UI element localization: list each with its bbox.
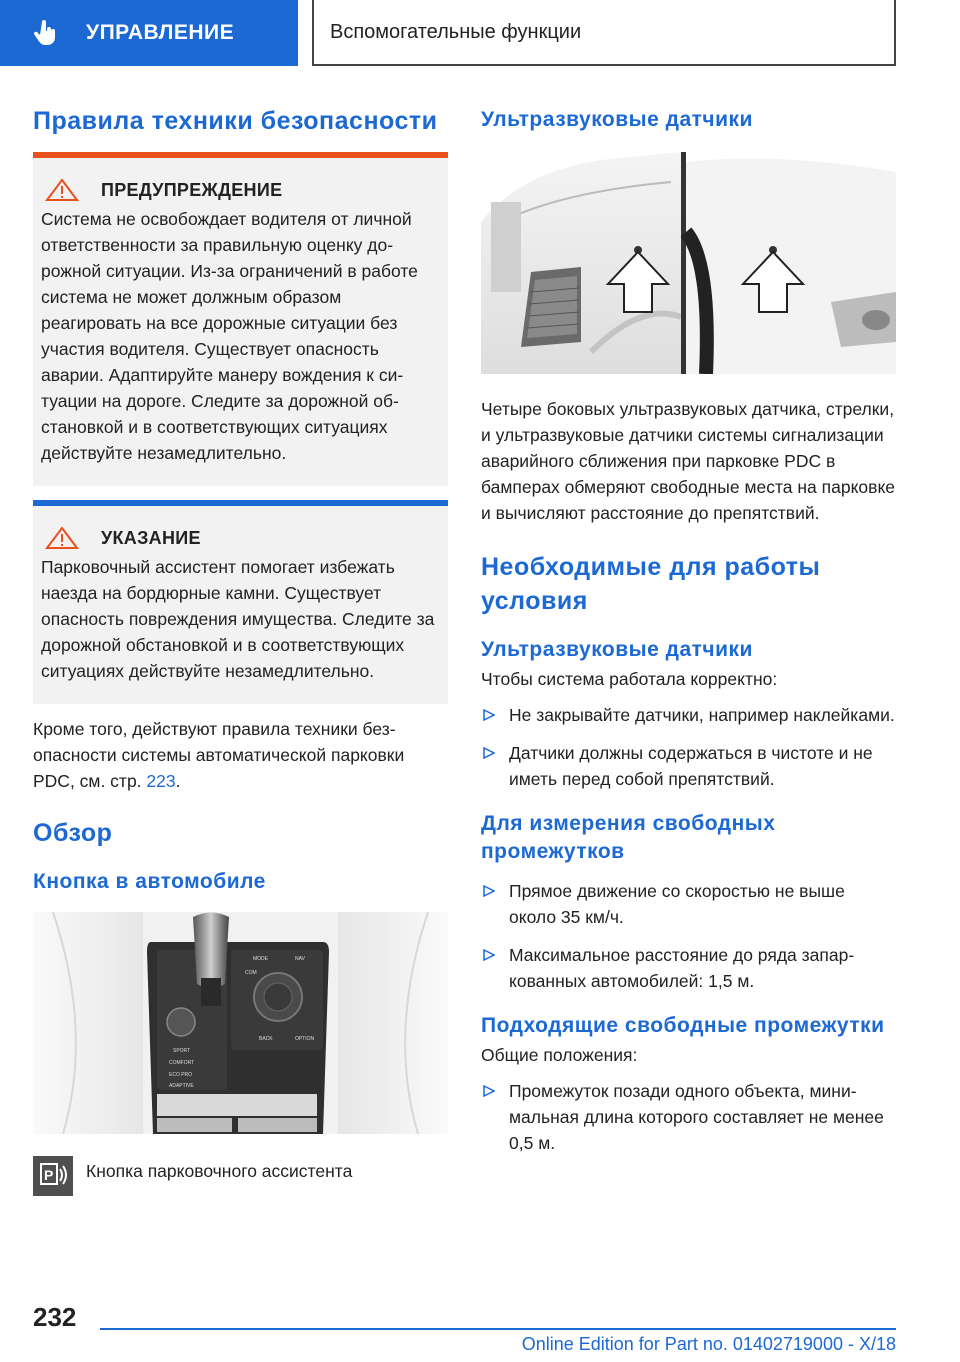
back-label: BACK (259, 1036, 273, 1042)
option-label: OPTION (295, 1036, 315, 1042)
mode-comfort-label: COMFORT (169, 1060, 195, 1066)
warning-title: ПРЕДУПРЕЖДЕНИЕ (101, 179, 283, 200)
warning-box (33, 152, 448, 486)
suitable-subheading: Подходящие свободные промежутки (481, 1014, 885, 1037)
caption-text: Кнопка парковочного ассистента (86, 1161, 353, 1181)
mode-sport-label: SPORT (173, 1048, 191, 1054)
list-item: Промежуток позади одного объекта, минимальная длина которого составляет не менее 0,5 м. (481, 1078, 896, 1156)
section-title: УПРАВЛЕНИЕ (86, 21, 235, 44)
svg-text:P: P (44, 1167, 54, 1183)
warning-triangle-icon (45, 526, 79, 550)
section-header (0, 0, 298, 66)
us-intro: Чтобы система работала корректно: (481, 669, 778, 689)
footer-divider (100, 1328, 896, 1330)
triangle-bullet-icon (483, 709, 495, 721)
subsection-title: Вспомогательные функции (330, 20, 582, 43)
list-item: Датчики должны содержаться в чистоте и не иметь перед собой препятствий. (481, 740, 896, 792)
sensors-photo (481, 152, 896, 374)
notice-title: УКАЗАНИЕ (101, 527, 201, 548)
measure-subheading: Для измерения свободных промежутков (481, 812, 776, 863)
button-subheading: Кнопка в автомобиле (33, 870, 266, 893)
page-number: 232 (33, 1302, 77, 1332)
triangle-bullet-icon (483, 747, 495, 759)
suitable-intro: Общие положения: (481, 1045, 638, 1065)
com-label: COM (245, 970, 257, 976)
edition-text: Online Edition for Part no. 01402719000 - X/18 (521, 1334, 896, 1354)
triangle-bullet-icon (483, 949, 495, 961)
warning-triangle-icon (45, 178, 79, 202)
sensors-text: Четыре боковых ультразвуковых датчика, стрелки, и ультразвуковые датчики системы сигнализации аварийного сближения при парковке PDC в бамперах обмеряют свободные места на парковке и вычисляют расстояние до препятствий. (481, 399, 896, 523)
measure-list (481, 878, 896, 994)
list-item: Прямое движение со скоростью не выше около 35 км/ч. (481, 878, 896, 930)
right-column (481, 96, 896, 1168)
media-mode-label: MODE (253, 956, 268, 962)
safety-heading: Правила техники безопасности (33, 107, 438, 135)
caption-row (33, 1156, 448, 1196)
nav-label: NAV (295, 956, 305, 962)
us-list (481, 702, 896, 792)
conditions-heading: Необходимые для работы условия (481, 553, 821, 615)
page-link[interactable]: 223 (146, 771, 176, 791)
triangle-bullet-icon (483, 885, 495, 897)
suitable-list (481, 1078, 896, 1156)
list-item: Максимальное расстояние до ряда запаркованных автомобилей: 1,5 м. (481, 942, 896, 994)
mode-ecopro-label: ECO PRO (169, 1072, 193, 1078)
list-item: Не закрывайте датчики, например наклейками. (481, 702, 896, 728)
sensors-heading: Ультразвуковые датчики (481, 108, 753, 131)
us-sensors-subheading: Ультразвуковые датчики (481, 638, 753, 661)
mode-adaptive-label: ADAPTIVE (169, 1083, 194, 1089)
warning-text: Система не освобождает водителя от личной ответственности за правильную оценку дорожной ситуации. Из-за ограничений в работе система не может должным образом реагировать на все дорожные ситуации без участия водителя. Существует опасность аварии. Адаптируйте манеру вождения к ситуации на дороге. Следите за дорожной обстановкой и в соответствующих ситуациях действуйте незамедлительно. (41, 209, 418, 463)
subsection-header (312, 0, 896, 66)
notice-text: Парковочный ассистент помогает избежать наезда на бордюрные камни. Существует опасность повреждения имущества. Следите за дорожной обстановкой и в соответствующих ситуациях действуйте незамедлительно. (41, 557, 435, 681)
notice-box (33, 500, 448, 704)
overview-heading: Обзор (33, 819, 113, 847)
extra-safety-text: Кроме того, действуют правила техники безопасности системы автоматической парковки PDC, см. стр. 223. (33, 719, 405, 791)
parking-assistant-icon (33, 1156, 73, 1196)
console-photo (33, 912, 448, 1134)
hand-pointer-icon (30, 17, 62, 49)
left-column (33, 96, 448, 1196)
triangle-bullet-icon (483, 1085, 495, 1097)
